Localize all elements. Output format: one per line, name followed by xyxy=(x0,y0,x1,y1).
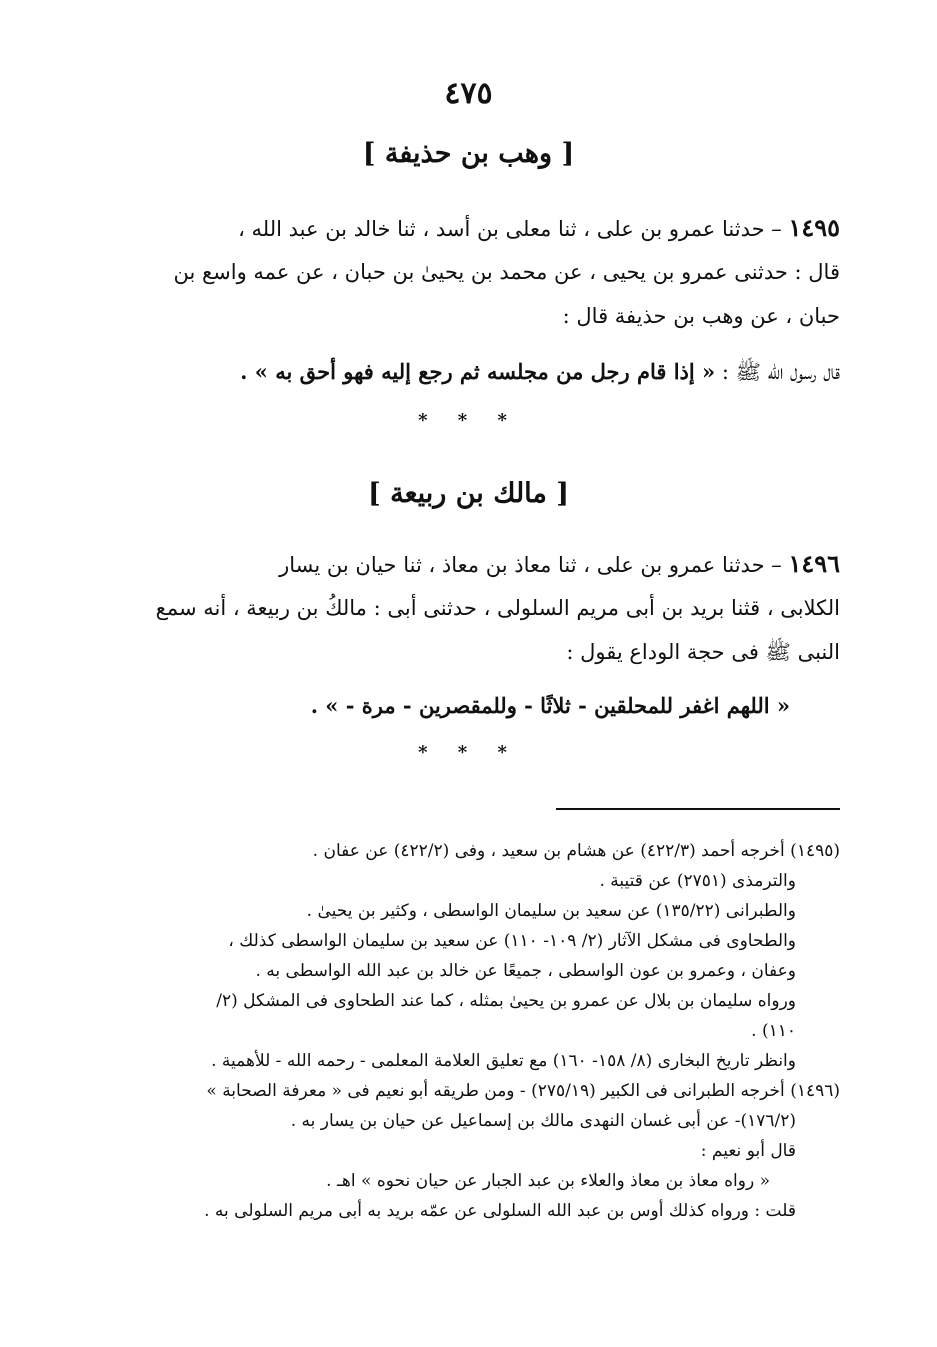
hadith-line: حبان ، عن وهب بن حذيفة قال : xyxy=(562,304,840,328)
hadith-number: ١٤٩٥ xyxy=(788,213,840,242)
hadith-intro: قال رسول الله ﷺ : xyxy=(721,360,840,384)
hadith-line xyxy=(96,350,840,394)
footnote-line: ١١٠) . xyxy=(751,1021,796,1041)
hadith-line: النبى ﷺ فى حجة الوداع يقول : xyxy=(566,640,840,664)
hadith-line: قال : حدثنى عمرو بن يحيى ، عن محمد بن يحيىٰ بن حبان ، عن عمه واسع بن xyxy=(173,260,840,284)
hadith-1495 xyxy=(96,206,840,394)
page-number: ٤٧٥ xyxy=(444,76,493,111)
footnote-rule xyxy=(556,808,840,810)
hadith-number: ١٤٩٦ xyxy=(788,549,840,578)
isnad-text: حدثنا عمرو بن على ، ثنا معاذ بن معاذ ، ثنا حيان بن يسار xyxy=(279,553,765,577)
footnote-line: قال أبو نعيم : xyxy=(700,1141,796,1161)
footnotes xyxy=(96,836,840,1226)
footnote-line: ورواه سليمان بن بلال عن عمرو بن يحيىٰ بمثله ، كما عند الطحاوى فى المشكل (٢/ xyxy=(216,991,796,1011)
footnote-line: وانظر تاريخ البخارى (٨/ ١٥٨- ١٦٠) مع تعليق العلامة المعلمى - رحمه الله - للأهمية . xyxy=(211,1051,796,1071)
footnote-line: قلت : ورواه كذلك أوس بن عبد الله السلولى عن عمّه بريد به أبى مريم السلولى به . xyxy=(204,1201,796,1221)
footnote-line: والترمذى (٢٧٥١) عن قتيبة . xyxy=(599,871,796,891)
hadith-1496 xyxy=(96,542,840,728)
isnad-text: حدثنا عمرو بن على ، ثنا معلى بن أسد ، ثنا خالد بن عبد الله ، xyxy=(238,217,765,241)
hadith-line: الكلابى ، قثنا بريد بن أبى مريم السلولى ، حدثنى أبى : مالكُ بن ربيعة ، أنه سمع xyxy=(155,596,840,620)
footnote-line: « رواه معاذ بن معاذ والعلاء بن عبد الجبار عن حيان نحوه » اهـ . xyxy=(326,1171,770,1191)
separator-stars: * * * xyxy=(418,410,519,431)
footnote-line: والطحاوى فى مشكل الآثار (٢/ ١٠٩- ١١٠) عن سعيد بن سليمان الواسطى كذلك ، xyxy=(228,931,796,951)
separator-stars: * * * xyxy=(418,742,519,763)
hadith-matn: « اللهم اغفر للمحلقين - ثلاثًا - وللمقصرين - مرة - » . xyxy=(310,693,790,718)
footnote-line: (١٤٩٦) أخرجه الطبرانى فى الكبير (٢٧٥/١٩) - ومن طريقه أبو نعيم فى « معرفة الصحابة » xyxy=(206,1081,840,1101)
footnote-line: وعفان ، وعمرو بن عون الواسطى ، جميعًا عن خالد بن عبد الله الواسطى به . xyxy=(255,961,796,981)
footnote-line: (١٧٦/٢)- عن أبى غسان النهدى مالك بن إسماعيل عن حيان بن يسار به . xyxy=(290,1111,796,1131)
hadith-matn: « إذا قام رجل من مجلسه ثم رجع إليه فهو أحق به » . xyxy=(240,359,716,384)
hadith-line: ١٤٩٥ – حدثنا عمرو بن على ، ثنا معلى بن أسد ، ثنا خالد بن عبد الله ، xyxy=(238,213,840,242)
section-heading-wahb: [ وهب بن حذيفة ] xyxy=(362,138,575,169)
footnote-line: والطبرانى (١٣٥/٢٢) عن سعيد بن سليمان الواسطى ، وكثير بن يحيىٰ . xyxy=(306,901,796,921)
hadith-line: ١٤٩٦ – حدثنا عمرو بن على ، ثنا معاذ بن معاذ ، ثنا حيان بن يسار xyxy=(279,549,840,578)
section-heading-malik: [ مالك بن ربيعة ] xyxy=(367,478,570,509)
footnote-line: (١٤٩٥) أخرجه أحمد (٤٢٢/٣) عن هشام بن سعيد ، وفى (٤٢٢/٢) عن عفان . xyxy=(312,841,840,861)
